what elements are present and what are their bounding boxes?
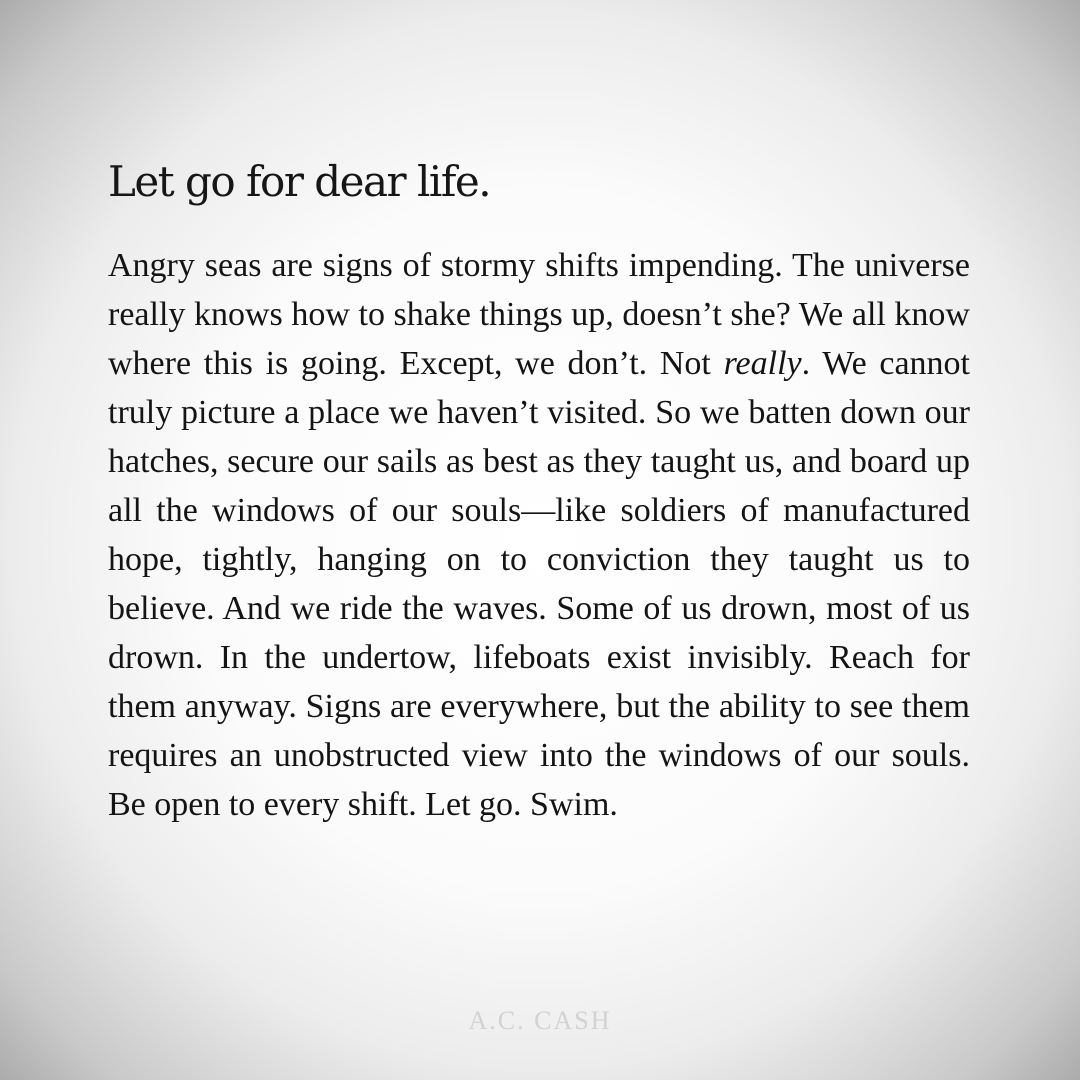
body-text-part-1: Angry seas are signs of stormy shifts impending. The universe really knows how to shake things up, doesn’t she? We all know where this is going. Except, we don’t. Not <box>108 247 970 382</box>
post-title: Let go for dear life. <box>108 157 491 206</box>
post-body <box>108 241 970 829</box>
author-signature: A.C. CASH <box>468 1006 612 1035</box>
body-text-part-2: . We cannot truly picture a place we haven’t visited. So we batten down our hatches, secure our sails as best as they taught us, and board up all the windows of our souls—like soldiers of manufactured hope, tightly, hanging on to conviction they taught us to believe. And we ride the waves. Some of us drown, most of us drown. In the undertow, lifeboats exist invisibly. Reach for them anyway. Signs are everywhere, but the ability to see them requires an unobstructed view into the windows of our souls. Be open to every shift. Let go. Swim. <box>108 345 970 823</box>
body-emphasis: really <box>723 345 802 382</box>
